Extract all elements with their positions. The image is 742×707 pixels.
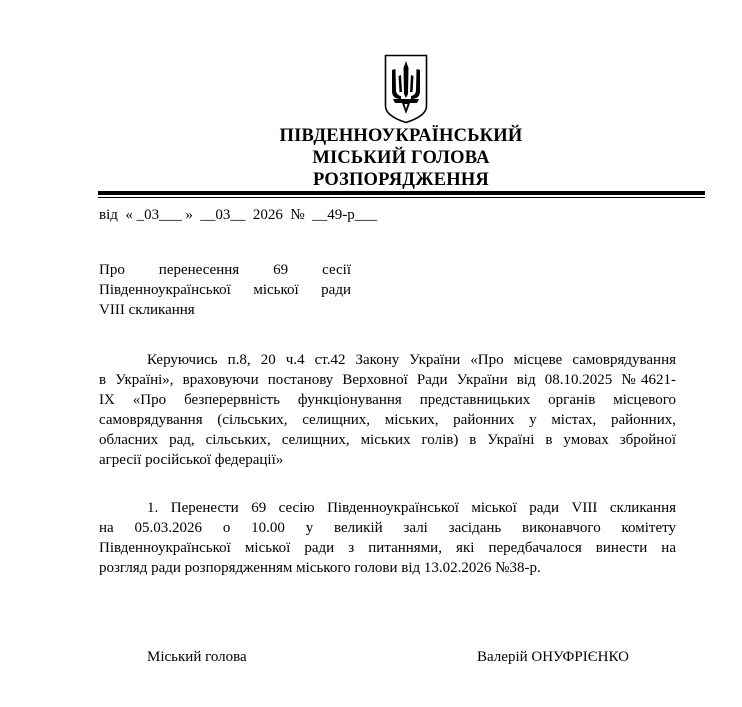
order-point-1 [99,498,676,578]
preamble-line: самоврядування (сільських, селищних, міських, районних у містах, районних, [99,412,676,428]
preamble-line: IX «Про безперервність функціонування представницьких органів місцевого [99,392,676,408]
point-line: на 05.03.2026 о 10.00 у великій залі засідань виконавчого комітету [99,520,676,536]
preamble-line: обласних рад, сільських, селищних, міських голів) в Україні в умовах збройної [99,432,676,448]
preamble-line: в Україні», враховуючи постанову Верховної Ради України від 08.10.2025 №4621- [99,372,676,388]
point-line: Південноукраїнської міської ради з питаннями, які передбачалося винести на [99,540,676,556]
document-date-number: від « _03___ » __03__ 2026 № __49-р___ [99,207,378,223]
ukraine-trident-coat-of-arms-icon [384,54,428,124]
preamble-line: Керуючись п.8, 20 ч.4 ст.42 Закону України «Про місцеве самоврядування [147,352,676,368]
header-city-name: ПІВДЕННОУКРАЇНСЬКИЙ [279,126,523,146]
signature-title: Міський голова [147,649,247,665]
point-line: 1. Перенести 69 сесію Південноукраїнської міської ради VIII скликання [147,500,676,516]
point-line: розгляд ради розпорядженням міського голови від 13.02.2026 №38-р. [99,560,541,576]
preamble-paragraph [99,350,676,470]
subject-line: Південноукраїнської міської ради [99,282,351,298]
header-mayor-title: МІСЬКИЙ ГОЛОВА [312,148,490,168]
header-rule-thin [98,197,705,198]
subject-line: Про перенесення 69 сесії [99,262,351,278]
preamble-line: агресії російської федерації» [99,452,284,468]
subject-line: VIII скликання [99,302,195,318]
header-rule-thick [98,191,705,195]
header-document-type: РОЗПОРЯДЖЕННЯ [313,170,489,190]
signature-name: Валерій ОНУФРІЄНКО [477,649,629,665]
document-subject [99,260,351,320]
